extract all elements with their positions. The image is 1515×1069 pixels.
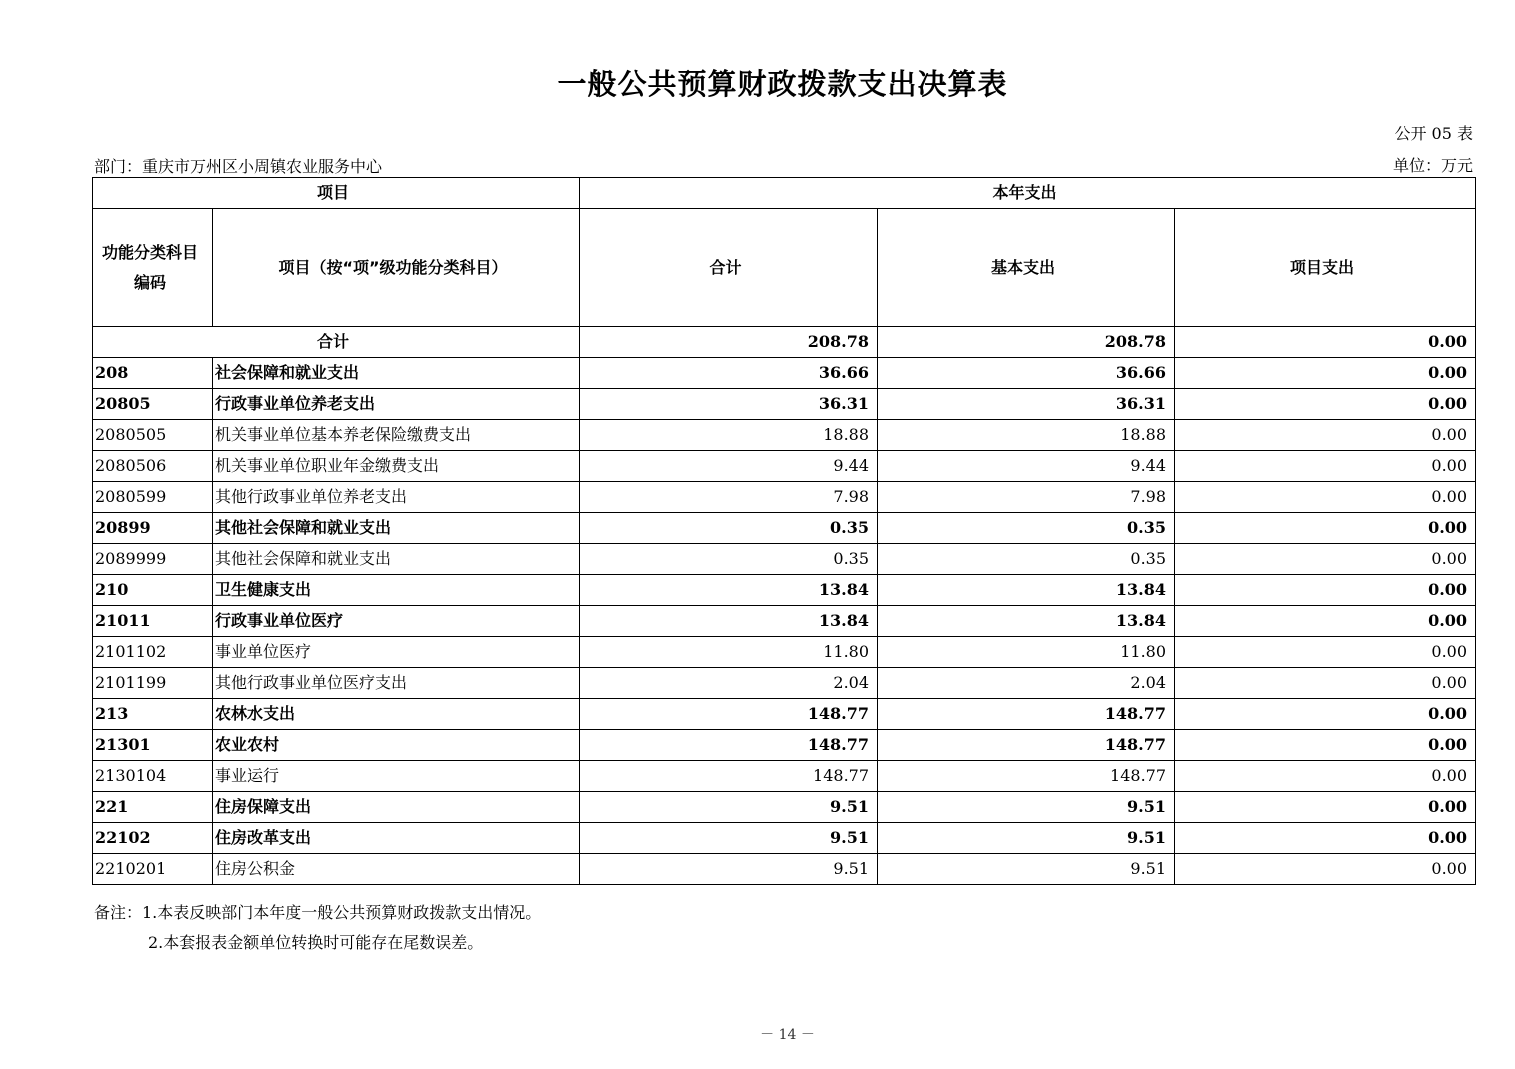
table-row (93, 513, 1476, 544)
header-basic: 基本支出 (878, 209, 1175, 327)
table-row (93, 699, 1476, 730)
row-name: 行政事业单位医疗 (213, 606, 580, 637)
row-basic: 36.66 (878, 358, 1175, 389)
row-basic: 7.98 (878, 482, 1175, 513)
page-title: 一般公共预算财政拨款支出决算表 (557, 67, 1008, 101)
row-project: 0.00 (1175, 544, 1476, 575)
row-total: 13.84 (580, 575, 878, 606)
row-project: 0.00 (1175, 389, 1476, 420)
row-code: 2130104 (93, 761, 213, 792)
table-row (93, 792, 1476, 823)
row-total: 36.66 (580, 358, 878, 389)
note-line-1: 备注：1.本表反映部门本年度一般公共预算财政拨款支出情况。 (94, 903, 542, 922)
row-total: 0.35 (580, 513, 878, 544)
notes (94, 898, 541, 958)
row-total: 18.88 (580, 420, 878, 451)
row-code: 22102 (93, 823, 213, 854)
row-project: 0.00 (1175, 761, 1476, 792)
expenditure-table (92, 177, 1476, 885)
row-code: 208 (93, 358, 213, 389)
row-name: 其他行政事业单位医疗支出 (213, 668, 580, 699)
table-row (93, 823, 1476, 854)
row-name: 事业运行 (213, 761, 580, 792)
row-code: 221 (93, 792, 213, 823)
total-row (93, 327, 1476, 358)
row-name: 其他社会保障和就业支出 (213, 513, 580, 544)
row-project: 0.00 (1175, 854, 1476, 885)
row-total: 9.51 (580, 823, 878, 854)
row-code: 2101102 (93, 637, 213, 668)
row-basic: 9.51 (878, 854, 1175, 885)
row-name: 卫生健康支出 (213, 575, 580, 606)
row-total: 9.51 (580, 792, 878, 823)
row-basic: 148.77 (878, 730, 1175, 761)
row-code: 2080506 (93, 451, 213, 482)
row-total: 9.44 (580, 451, 878, 482)
row-project: 0.00 (1175, 482, 1476, 513)
table-row (93, 854, 1476, 885)
row-basic: 13.84 (878, 606, 1175, 637)
row-total: 2.04 (580, 668, 878, 699)
table-row (93, 451, 1476, 482)
form-number: 公开 05 表 (1394, 124, 1473, 143)
table-row (93, 358, 1476, 389)
row-basic: 13.84 (878, 575, 1175, 606)
row-project: 0.00 (1175, 513, 1476, 544)
row-total: 148.77 (580, 730, 878, 761)
row-code: 2210201 (93, 854, 213, 885)
row-project: 0.00 (1175, 699, 1476, 730)
row-code: 213 (93, 699, 213, 730)
table-row (93, 389, 1476, 420)
table-header-row-1 (93, 178, 1476, 209)
row-basic: 9.51 (878, 792, 1175, 823)
row-name: 机关事业单位基本养老保险缴费支出 (213, 420, 580, 451)
table-row (93, 482, 1476, 513)
row-name: 社会保障和就业支出 (213, 358, 580, 389)
row-basic: 2.04 (878, 668, 1175, 699)
department-label: 部门：重庆市万州区小周镇农业服务中心 (94, 157, 383, 176)
total-project: 0.00 (1175, 327, 1476, 358)
row-code: 21011 (93, 606, 213, 637)
row-name: 农业农村 (213, 730, 580, 761)
row-basic: 0.35 (878, 513, 1175, 544)
row-name: 住房公积金 (213, 854, 580, 885)
row-total: 11.80 (580, 637, 878, 668)
page-number: － 14 － (760, 1027, 815, 1043)
table-row (93, 730, 1476, 761)
row-total: 9.51 (580, 854, 878, 885)
header-code-text: 功能分类科目编码 (101, 242, 198, 292)
row-project: 0.00 (1175, 730, 1476, 761)
header-item: 项目 (93, 178, 580, 209)
row-project: 0.00 (1175, 451, 1476, 482)
header-project: 项目支出 (1175, 209, 1476, 327)
table-row (93, 544, 1476, 575)
row-name: 行政事业单位养老支出 (213, 389, 580, 420)
row-code: 210 (93, 575, 213, 606)
row-name: 其他社会保障和就业支出 (213, 544, 580, 575)
table-row (93, 761, 1476, 792)
row-project: 0.00 (1175, 668, 1476, 699)
row-code: 20805 (93, 389, 213, 420)
table-row (93, 668, 1476, 699)
row-basic: 9.51 (878, 823, 1175, 854)
row-total: 7.98 (580, 482, 878, 513)
row-name: 其他行政事业单位养老支出 (213, 482, 580, 513)
row-basic: 9.44 (878, 451, 1175, 482)
row-project: 0.00 (1175, 420, 1476, 451)
note-line-2: 2.本套报表金额单位转换时可能存在尾数误差。 (148, 933, 484, 952)
row-total: 148.77 (580, 761, 878, 792)
table-row (93, 637, 1476, 668)
header-code (93, 209, 213, 327)
row-code: 2080505 (93, 420, 213, 451)
row-name: 住房改革支出 (213, 823, 580, 854)
header-total: 合计 (580, 209, 878, 327)
table-row (93, 606, 1476, 637)
table-row (93, 420, 1476, 451)
row-code: 20899 (93, 513, 213, 544)
total-basic: 208.78 (878, 327, 1175, 358)
row-basic: 0.35 (878, 544, 1175, 575)
row-basic: 148.77 (878, 699, 1175, 730)
row-name: 事业单位医疗 (213, 637, 580, 668)
row-total: 148.77 (580, 699, 878, 730)
table-header-row-2 (93, 209, 1476, 327)
row-basic: 148.77 (878, 761, 1175, 792)
row-project: 0.00 (1175, 358, 1476, 389)
row-project: 0.00 (1175, 823, 1476, 854)
header-year-expenditure: 本年支出 (580, 178, 1476, 209)
row-basic: 18.88 (878, 420, 1175, 451)
row-basic: 11.80 (878, 637, 1175, 668)
row-code: 2080599 (93, 482, 213, 513)
row-code: 2101199 (93, 668, 213, 699)
total-amount: 208.78 (580, 327, 878, 358)
total-label: 合计 (93, 327, 580, 358)
row-name: 住房保障支出 (213, 792, 580, 823)
row-name: 机关事业单位职业年金缴费支出 (213, 451, 580, 482)
row-project: 0.00 (1175, 606, 1476, 637)
row-total: 36.31 (580, 389, 878, 420)
row-name: 农林水支出 (213, 699, 580, 730)
row-project: 0.00 (1175, 575, 1476, 606)
row-total: 0.35 (580, 544, 878, 575)
row-code: 21301 (93, 730, 213, 761)
row-total: 13.84 (580, 606, 878, 637)
row-code: 2089999 (93, 544, 213, 575)
header-name: 项目（按“项”级功能分类科目） (213, 209, 580, 327)
row-project: 0.00 (1175, 637, 1476, 668)
table-row (93, 575, 1476, 606)
unit-label: 单位：万元 (1392, 156, 1473, 175)
row-project: 0.00 (1175, 792, 1476, 823)
row-basic: 36.31 (878, 389, 1175, 420)
